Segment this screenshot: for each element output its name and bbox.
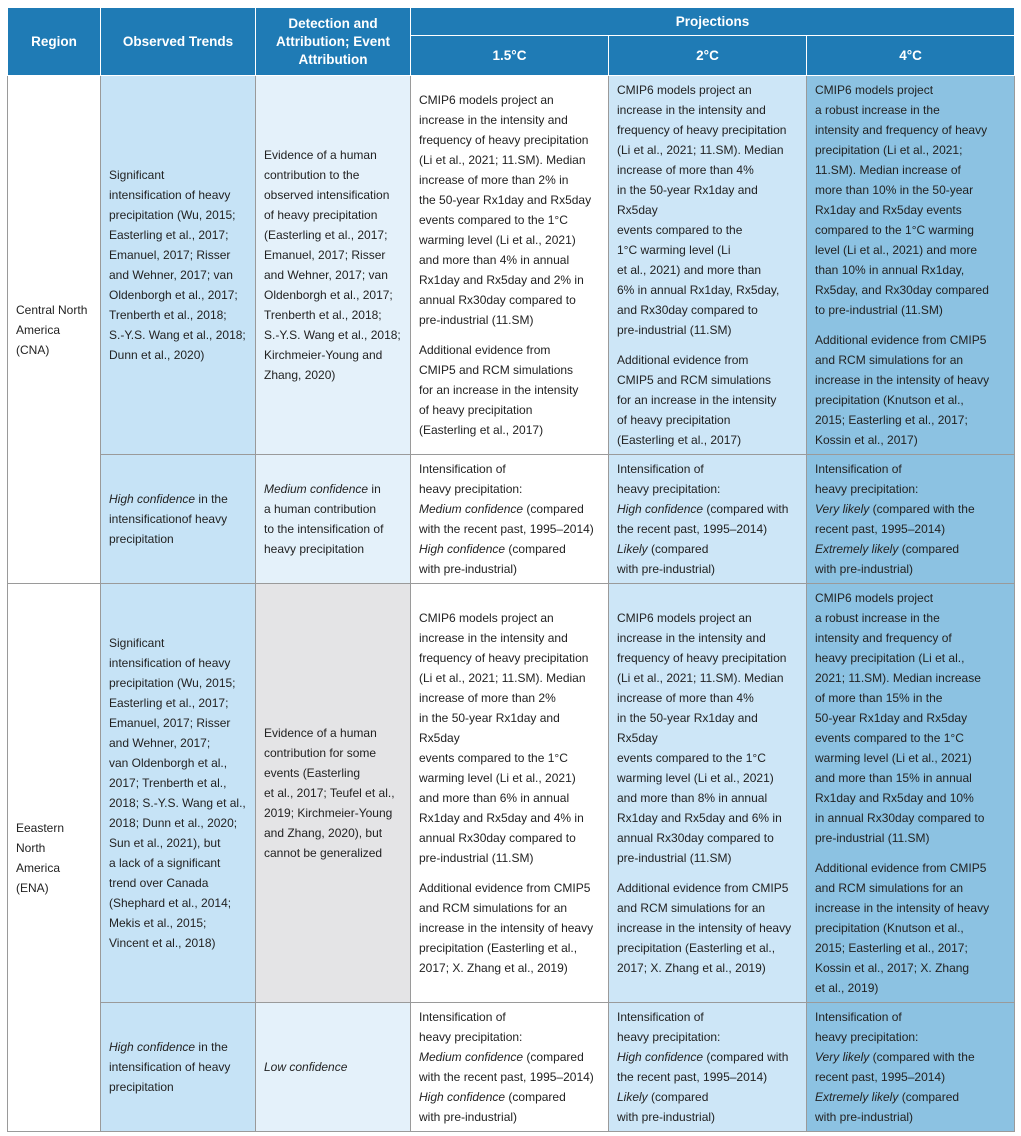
confidence-term: Low confidence (264, 1060, 348, 1074)
region-cell (8, 584, 101, 1132)
detection-confidence-cell (256, 1003, 411, 1132)
confidence-term: High confidence (109, 492, 196, 506)
detection-confidence-text (264, 1057, 402, 1077)
confidence-term: High confidence (617, 1050, 704, 1064)
detection-confidence-text (264, 479, 402, 559)
projection-confidence-text (419, 459, 600, 579)
detection-cell (256, 584, 411, 1003)
projection-4c-confidence-cell (807, 1003, 1015, 1132)
observed-text: Significant intensification of heavy precipitation (Wu, 2015; Easterling et al., 2017; Emanuel, 2017; Risser and Wehner, 2017; van Oldenborgh et al., 2017; Trenberth et al., 2018; S.-Y.S. Wang et al., 2018; Dunn et al., 2020; Sun et al., 2021), but a lack of a significant trend over Canada (Shephard et al., 2014; Mekis et al., 2015; Vincent et al., 2018) (109, 636, 246, 950)
header-projection-4c: 4°C (807, 36, 1015, 76)
confidence-detail: (compared with the recent past, 1995–2014) (617, 1050, 789, 1084)
confidence-intro: Intensification of heavy precipitation: (617, 462, 721, 496)
additional-evidence-text: Additional evidence from CMIP5 and RCM simulations for an increase in the intensity of heavy precipitation (Easterling et al., 2017; X. Zhang et al., 2019) (419, 881, 594, 975)
projection-text: CMIP6 models project a robust increase in the intensity and frequency of heavy precipitation (Li et al., 2021; 11.SM). Median increase of more than 15% in the 50-year Rx1day and Rx5day events compared to the 1°C warming level (Li et al., 2021) and more than 15% in annual Rx1day and Rx5day and 10% in annual Rx30day compared to pre-industrial (11.SM) (815, 591, 985, 845)
observed-confidence-cell (101, 455, 256, 584)
projection-4c-cell (807, 584, 1015, 1003)
region-name: Central North America (CNA) (16, 302, 88, 357)
table-row (8, 1003, 1015, 1132)
confidence-intro: Intensification of heavy precipitation: (815, 462, 919, 496)
header-projection-1-5c: 1.5°C (411, 36, 609, 76)
table-row (8, 76, 1015, 455)
confidence-term: High confidence (617, 502, 704, 516)
projection-confidence-text (617, 459, 798, 579)
additional-evidence-text: Additional evidence from CMIP5 and RCM simulations for an increase in the intensity of heavy precipitation (Knutson et al., 2015; Easterling et al., 2017; Kossin et al., 2017; X. Zhang et al., 2019) (815, 861, 990, 995)
projection-text: CMIP6 models project an increase in the intensity and frequency of heavy precipitation (Li et al., 2021; 11.SM). Median increase of more than 2% in the 50-year Rx1day and Rx5day events compared to the 1°C warming level (Li et al., 2021) and more than 6% in annual Rx1day and Rx5day and 4% in annual Rx30day compared to pre-industrial (11.SM) (419, 611, 589, 865)
additional-evidence-text: Additional evidence from CMIP5 and RCM simulations for an increase in the intensity of heavy precipitation (Knutson et al., 2015; Easterling et al., 2017; Kossin et al., 2017) (815, 333, 990, 447)
header-projection-2c: 2°C (609, 36, 807, 76)
table-row (8, 455, 1015, 584)
confidence-detail: in a human contribution to the intensification of heavy precipitation (264, 482, 384, 556)
header-detection-text: Detection and Attribution; Event Attribution (276, 15, 390, 67)
confidence-detail: (compared with pre-industrial) (419, 1090, 566, 1124)
projection-text: CMIP6 models project an increase in the intensity and frequency of heavy precipitation (Li et al., 2021; 11.SM). Median increase of more than 2% in the 50-year Rx1day and Rx5day events compared to the 1°C warming level (Li et al., 2021) and more than 4% in annual Rx1day and Rx5day and 2% in annual Rx30day compared to pre-industrial (11.SM) (419, 93, 592, 327)
additional-evidence-text: Additional evidence from CMIP5 and RCM simulations for an increase in the intensity of heavy precipitation (Easterling et al., 2017) (419, 343, 579, 437)
observed-confidence-cell (101, 1003, 256, 1132)
observed-confidence-text (109, 1037, 247, 1097)
observed-trends-cell (101, 584, 256, 1003)
confidence-detail: (compared with pre-industrial) (617, 542, 716, 576)
projection-2c-confidence-cell (609, 455, 807, 584)
confidence-detail: in the intensification of heavy precipitation (109, 1040, 231, 1094)
confidence-detail: in the intensificationof heavy precipitation (109, 492, 228, 546)
header-detection-attribution (256, 8, 411, 76)
confidence-term: Very likely (815, 502, 870, 516)
confidence-term: Very likely (815, 1050, 870, 1064)
projection-1-5c-cell (411, 76, 609, 455)
projection-confidence-text (419, 1007, 600, 1127)
projection-text: CMIP6 models project a robust increase in the intensity and frequency of heavy precipitation (Li et al., 2021; 11.SM). Median increase of more than 10% in the 50-year Rx1day and Rx5day events compared to the 1°C warming level (Li et al., 2021) and more than 10% in annual Rx1day, Rx5day, and Rx30day compared to pre-industrial (11.SM) (815, 83, 989, 317)
confidence-term: Extremely likely (815, 542, 899, 556)
assessment-table (7, 7, 1015, 1132)
projection-2c-cell (609, 584, 807, 1003)
confidence-term: High confidence (419, 542, 506, 556)
projection-4c-confidence-cell (807, 455, 1015, 584)
confidence-detail: (compared with the recent past, 1995–2014) (617, 502, 789, 536)
observed-trends-cell (101, 76, 256, 455)
header-projections: Projections (411, 8, 1015, 36)
projection-confidence-text (815, 1007, 1006, 1127)
projection-4c-cell (807, 76, 1015, 455)
confidence-intro: Intensification of heavy precipitation: (419, 1010, 523, 1044)
observed-text: Significant intensification of heavy precipitation (Wu, 2015; Easterling et al., 2017; Emanuel, 2017; Risser and Wehner, 2017; van Oldenborgh et al., 2017; Trenberth et al., 2018; S.-Y.S. Wang et al., 2018; Dunn et al., 2020) (109, 168, 246, 362)
confidence-term: Medium confidence (419, 1050, 524, 1064)
confidence-detail: (compared with the recent past, 1995–2014) (419, 1050, 594, 1084)
detection-confidence-cell (256, 455, 411, 584)
confidence-detail: (compared with pre-industrial) (815, 542, 960, 576)
confidence-term: Medium confidence (419, 502, 524, 516)
header-observed-trends: Observed Trends (101, 8, 256, 76)
region-cell (8, 76, 101, 584)
projection-text: CMIP6 models project an increase in the intensity and frequency of heavy precipitation (Li et al., 2021; 11.SM). Median increase of more than 4% in the 50-year Rx1day and Rx5day events compared to the 1°C warming level (Li et al., 2021) and more than 8% in annual Rx1day and Rx5day and 6% in annual Rx30day compared to pre-industrial (11.SM) (617, 611, 787, 865)
projection-confidence-text (815, 459, 1006, 579)
confidence-detail: (compared with the recent past, 1995–2014) (815, 502, 975, 536)
projection-2c-cell (609, 76, 807, 455)
projection-1-5c-confidence-cell (411, 455, 609, 584)
confidence-term: Medium confidence (264, 482, 369, 496)
confidence-term: High confidence (419, 1090, 506, 1104)
projection-1-5c-confidence-cell (411, 1003, 609, 1132)
region-name: Eeastern North America (ENA) (16, 820, 65, 895)
detection-text: Evidence of a human contribution to the observed intensification of heavy precipitation (Easterling et al., 2017; Emanuel, 2017; Risser and Wehner, 2017; van Oldenborgh et al., 2017; Trenberth et al., 2018; S.-Y.S. Wang et al., 2018; Kirchmeier-Young and Zhang, 2020) (264, 148, 401, 382)
projection-text: CMIP6 models project an increase in the intensity and frequency of heavy precipitation (Li et al., 2021; 11.SM). Median increase of more than 4% in the 50-year Rx1day and Rx5day events compared to the 1°C warming level (Li et al., 2021) and more than 6% in annual Rx1day, Rx5day, and Rx30day compared to pre-industrial (11.SM) (617, 83, 787, 337)
detection-text: Evidence of a human contribution for some events (Easterling et al., 2017; Teufel et al., 2019; Kirchmeier-Young and Zhang, 2020), but cannot be generalized (264, 726, 395, 860)
detection-cell (256, 76, 411, 455)
confidence-term: Extremely likely (815, 1090, 899, 1104)
confidence-detail: (compared with pre-industrial) (617, 1090, 716, 1124)
confidence-detail: (compared with pre-industrial) (419, 542, 566, 576)
confidence-term: High confidence (109, 1040, 196, 1054)
confidence-detail: (compared with the recent past, 1995–2014) (815, 1050, 975, 1084)
confidence-intro: Intensification of heavy precipitation: (617, 1010, 721, 1044)
confidence-term: Likely (617, 542, 648, 556)
projection-confidence-text (617, 1007, 798, 1127)
additional-evidence-text: Additional evidence from CMIP5 and RCM simulations for an increase in the intensity of heavy precipitation (Easterling et al., 2017) (617, 353, 777, 447)
table-row (8, 584, 1015, 1003)
observed-confidence-text (109, 489, 247, 549)
confidence-term: Likely (617, 1090, 648, 1104)
confidence-intro: Intensification of heavy precipitation: (419, 462, 523, 496)
projection-1-5c-cell (411, 584, 609, 1003)
additional-evidence-text: Additional evidence from CMIP5 and RCM simulations for an increase in the intensity of heavy precipitation (Easterling et al., 2017; X. Zhang et al., 2019) (617, 881, 792, 975)
confidence-intro: Intensification of heavy precipitation: (815, 1010, 919, 1044)
header-region: Region (8, 8, 101, 76)
confidence-detail: (compared with pre-industrial) (815, 1090, 960, 1124)
projection-2c-confidence-cell (609, 1003, 807, 1132)
confidence-detail: (compared with the recent past, 1995–2014) (419, 502, 594, 536)
